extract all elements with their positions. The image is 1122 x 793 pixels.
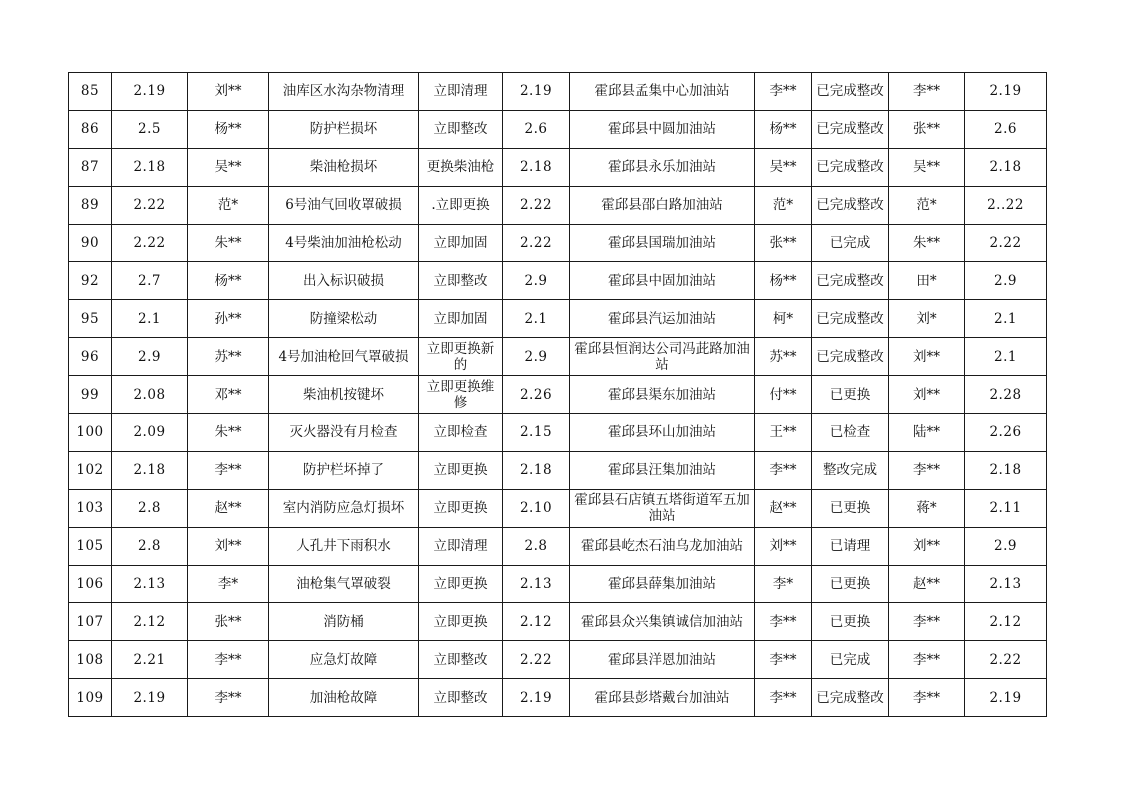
verifier-cell: 田* <box>889 262 965 300</box>
station-name-cell: 霍邱县汽运加油站 <box>570 300 755 338</box>
table-row <box>69 73 1047 111</box>
station-name-cell: 霍邱县永乐加油站 <box>570 148 755 186</box>
serial-number-cell: 95 <box>69 300 112 338</box>
verify-date-cell: 2.22 <box>965 641 1047 679</box>
responsible-person-cell: 张** <box>755 224 812 262</box>
inspector-cell: 朱** <box>188 224 269 262</box>
responsible-person-cell: 李** <box>755 679 812 717</box>
serial-number-cell: 105 <box>69 527 112 565</box>
verify-date-cell: 2.19 <box>965 679 1047 717</box>
found-date-cell: 2.1 <box>112 300 188 338</box>
hazard-description-cell: 4号加油枪回气罩破损 <box>269 338 419 376</box>
responsible-person-cell: 杨** <box>755 110 812 148</box>
status-cell: 已完成 <box>812 224 889 262</box>
measure-cell: 立即整改 <box>419 110 503 148</box>
rectify-date-cell: 2.10 <box>503 489 570 527</box>
found-date-cell: 2.19 <box>112 679 188 717</box>
station-name-cell: 霍邱县中固加油站 <box>570 262 755 300</box>
verify-date-cell: 2.13 <box>965 565 1047 603</box>
inspector-cell: 范* <box>188 186 269 224</box>
inspector-cell: 杨** <box>188 262 269 300</box>
table-row <box>69 300 1047 338</box>
table-row <box>69 641 1047 679</box>
station-name-cell: 霍邱县孟集中心加油站 <box>570 73 755 111</box>
responsible-person-cell: 范* <box>755 186 812 224</box>
measure-cell: 立即清理 <box>419 527 503 565</box>
rectify-date-cell: 2.9 <box>503 262 570 300</box>
verifier-cell: 蒋* <box>889 489 965 527</box>
hazard-description-cell: 应急灯故障 <box>269 641 419 679</box>
found-date-cell: 2.8 <box>112 489 188 527</box>
hazard-description-cell: 防撞梁松动 <box>269 300 419 338</box>
verifier-cell: 吴** <box>889 148 965 186</box>
serial-number-cell: 107 <box>69 603 112 641</box>
station-name-cell: 霍邱县汪集加油站 <box>570 451 755 489</box>
hazard-description-cell: 出入标识破损 <box>269 262 419 300</box>
serial-number-cell: 99 <box>69 376 112 414</box>
verify-date-cell: 2.22 <box>965 224 1047 262</box>
status-cell: 已更换 <box>812 376 889 414</box>
rectify-date-cell: 2.1 <box>503 300 570 338</box>
measure-cell: 立即更换 <box>419 565 503 603</box>
responsible-person-cell: 苏** <box>755 338 812 376</box>
inspector-cell: 邓** <box>188 376 269 414</box>
verifier-cell: 刘* <box>889 300 965 338</box>
found-date-cell: 2.18 <box>112 148 188 186</box>
measure-cell: 立即整改 <box>419 262 503 300</box>
responsible-person-cell: 柯* <box>755 300 812 338</box>
serial-number-cell: 87 <box>69 148 112 186</box>
found-date-cell: 2.19 <box>112 73 188 111</box>
serial-number-cell: 85 <box>69 73 112 111</box>
serial-number-cell: 103 <box>69 489 112 527</box>
found-date-cell: 2.09 <box>112 414 188 452</box>
table-row <box>69 489 1047 527</box>
rectify-date-cell: 2.15 <box>503 414 570 452</box>
responsible-person-cell: 王** <box>755 414 812 452</box>
status-cell: 已完成整改 <box>812 338 889 376</box>
status-cell: 已更换 <box>812 603 889 641</box>
station-name-cell: 霍邱县石店镇五塔街道军五加油站 <box>570 489 755 527</box>
status-cell: 已完成整改 <box>812 300 889 338</box>
verifier-cell: 李** <box>889 603 965 641</box>
verifier-cell: 李** <box>889 451 965 489</box>
measure-cell: 立即加固 <box>419 224 503 262</box>
measure-cell: 立即检查 <box>419 414 503 452</box>
found-date-cell: 2.9 <box>112 338 188 376</box>
measure-cell: 立即更换新的 <box>419 338 503 376</box>
inspector-cell: 孙** <box>188 300 269 338</box>
serial-number-cell: 109 <box>69 679 112 717</box>
table-row <box>69 565 1047 603</box>
station-name-cell: 霍邱县屹杰石油乌龙加油站 <box>570 527 755 565</box>
verify-date-cell: 2.9 <box>965 262 1047 300</box>
responsible-person-cell: 李** <box>755 641 812 679</box>
station-name-cell: 霍邱县彭塔戴台加油站 <box>570 679 755 717</box>
verify-date-cell: 2.6 <box>965 110 1047 148</box>
measure-cell: .立即更换 <box>419 186 503 224</box>
hazard-description-cell: 6号油气回收罩破损 <box>269 186 419 224</box>
responsible-person-cell: 李** <box>755 451 812 489</box>
serial-number-cell: 100 <box>69 414 112 452</box>
table-row <box>69 186 1047 224</box>
table-row <box>69 224 1047 262</box>
station-name-cell: 霍邱县洋恩加油站 <box>570 641 755 679</box>
verify-date-cell: 2.26 <box>965 414 1047 452</box>
station-name-cell: 霍邱县中圆加油站 <box>570 110 755 148</box>
verifier-cell: 朱** <box>889 224 965 262</box>
found-date-cell: 2.21 <box>112 641 188 679</box>
station-name-cell: 霍邱县薛集加油站 <box>570 565 755 603</box>
verify-date-cell: 2..22 <box>965 186 1047 224</box>
table-body <box>69 73 1047 717</box>
inspector-cell: 苏** <box>188 338 269 376</box>
verify-date-cell: 2.18 <box>965 148 1047 186</box>
verifier-cell: 陆** <box>889 414 965 452</box>
verifier-cell: 李** <box>889 679 965 717</box>
measure-cell: 立即整改 <box>419 641 503 679</box>
station-name-cell: 霍邱县渠东加油站 <box>570 376 755 414</box>
verifier-cell: 刘** <box>889 338 965 376</box>
rectify-date-cell: 2.8 <box>503 527 570 565</box>
inspector-cell: 张** <box>188 603 269 641</box>
inspector-cell: 吴** <box>188 148 269 186</box>
hazard-description-cell: 加油枪故障 <box>269 679 419 717</box>
station-name-cell: 霍邱县恒润达公司冯茈路加油站 <box>570 338 755 376</box>
verifier-cell: 刘** <box>889 376 965 414</box>
found-date-cell: 2.22 <box>112 186 188 224</box>
verify-date-cell: 2.1 <box>965 338 1047 376</box>
serial-number-cell: 106 <box>69 565 112 603</box>
rectify-date-cell: 2.22 <box>503 186 570 224</box>
hazard-description-cell: 4号柴油加油枪松动 <box>269 224 419 262</box>
hazard-description-cell: 人孔井下雨积水 <box>269 527 419 565</box>
serial-number-cell: 96 <box>69 338 112 376</box>
station-name-cell: 霍邱县邵白路加油站 <box>570 186 755 224</box>
rectify-date-cell: 2.18 <box>503 451 570 489</box>
rectify-date-cell: 2.13 <box>503 565 570 603</box>
serial-number-cell: 102 <box>69 451 112 489</box>
measure-cell: 立即清理 <box>419 73 503 111</box>
rectify-date-cell: 2.18 <box>503 148 570 186</box>
hazard-description-cell: 灭火器没有月检查 <box>269 414 419 452</box>
status-cell: 已请理 <box>812 527 889 565</box>
rectify-date-cell: 2.19 <box>503 73 570 111</box>
serial-number-cell: 108 <box>69 641 112 679</box>
hazard-description-cell: 油库区水沟杂物清理 <box>269 73 419 111</box>
hazard-description-cell: 油枪集气罩破裂 <box>269 565 419 603</box>
table-row <box>69 527 1047 565</box>
rectify-date-cell: 2.22 <box>503 641 570 679</box>
found-date-cell: 2.5 <box>112 110 188 148</box>
rectify-date-cell: 2.19 <box>503 679 570 717</box>
table-row <box>69 110 1047 148</box>
hazard-rectification-table <box>68 72 1047 717</box>
rectify-date-cell: 2.26 <box>503 376 570 414</box>
inspector-cell: 李** <box>188 679 269 717</box>
verifier-cell: 张** <box>889 110 965 148</box>
inspector-cell: 赵** <box>188 489 269 527</box>
found-date-cell: 2.08 <box>112 376 188 414</box>
measure-cell: 立即更换维修 <box>419 376 503 414</box>
verify-date-cell: 2.9 <box>965 527 1047 565</box>
verify-date-cell: 2.1 <box>965 300 1047 338</box>
found-date-cell: 2.8 <box>112 527 188 565</box>
station-name-cell: 霍邱县环山加油站 <box>570 414 755 452</box>
found-date-cell: 2.13 <box>112 565 188 603</box>
table-row <box>69 262 1047 300</box>
inspector-cell: 李** <box>188 641 269 679</box>
hazard-description-cell: 防护栏损坏 <box>269 110 419 148</box>
station-name-cell: 霍邱县国瑞加油站 <box>570 224 755 262</box>
inspector-cell: 朱** <box>188 414 269 452</box>
responsible-person-cell: 刘** <box>755 527 812 565</box>
serial-number-cell: 90 <box>69 224 112 262</box>
responsible-person-cell: 李* <box>755 565 812 603</box>
serial-number-cell: 92 <box>69 262 112 300</box>
measure-cell: 立即更换 <box>419 489 503 527</box>
inspector-cell: 刘** <box>188 527 269 565</box>
rectify-date-cell: 2.9 <box>503 338 570 376</box>
verify-date-cell: 2.11 <box>965 489 1047 527</box>
table-row <box>69 414 1047 452</box>
measure-cell: 立即更换 <box>419 603 503 641</box>
measure-cell: 立即更换 <box>419 451 503 489</box>
responsible-person-cell: 吴** <box>755 148 812 186</box>
status-cell: 已完成整改 <box>812 148 889 186</box>
verifier-cell: 李** <box>889 73 965 111</box>
status-cell: 整改完成 <box>812 451 889 489</box>
verify-date-cell: 2.12 <box>965 603 1047 641</box>
status-cell: 已完成整改 <box>812 186 889 224</box>
inspector-cell: 刘** <box>188 73 269 111</box>
inspector-cell: 李** <box>188 451 269 489</box>
found-date-cell: 2.22 <box>112 224 188 262</box>
verify-date-cell: 2.18 <box>965 451 1047 489</box>
hazard-description-cell: 室内消防应急灯损坏 <box>269 489 419 527</box>
rectify-date-cell: 2.22 <box>503 224 570 262</box>
inspector-cell: 杨** <box>188 110 269 148</box>
table-row <box>69 679 1047 717</box>
responsible-person-cell: 李** <box>755 603 812 641</box>
verifier-cell: 李** <box>889 641 965 679</box>
verifier-cell: 范* <box>889 186 965 224</box>
status-cell: 已更换 <box>812 565 889 603</box>
hazard-description-cell: 消防桶 <box>269 603 419 641</box>
responsible-person-cell: 赵** <box>755 489 812 527</box>
hazard-description-cell: 防护栏坏掉了 <box>269 451 419 489</box>
rectify-date-cell: 2.6 <box>503 110 570 148</box>
table-row <box>69 603 1047 641</box>
found-date-cell: 2.18 <box>112 451 188 489</box>
hazard-description-cell: 柴油枪损坏 <box>269 148 419 186</box>
found-date-cell: 2.7 <box>112 262 188 300</box>
verifier-cell: 刘** <box>889 527 965 565</box>
serial-number-cell: 89 <box>69 186 112 224</box>
status-cell: 已完成整改 <box>812 679 889 717</box>
status-cell: 已完成 <box>812 641 889 679</box>
verifier-cell: 赵** <box>889 565 965 603</box>
status-cell: 已完成整改 <box>812 110 889 148</box>
serial-number-cell: 86 <box>69 110 112 148</box>
responsible-person-cell: 付** <box>755 376 812 414</box>
table-row <box>69 148 1047 186</box>
table-row <box>69 451 1047 489</box>
found-date-cell: 2.12 <box>112 603 188 641</box>
rectify-date-cell: 2.12 <box>503 603 570 641</box>
hazard-description-cell: 柴油机按键坏 <box>269 376 419 414</box>
inspection-record-sheet <box>68 72 1046 717</box>
responsible-person-cell: 李** <box>755 73 812 111</box>
measure-cell: 立即整改 <box>419 679 503 717</box>
verify-date-cell: 2.28 <box>965 376 1047 414</box>
status-cell: 已完成整改 <box>812 73 889 111</box>
measure-cell: 更换柴油枪 <box>419 148 503 186</box>
table-row <box>69 376 1047 414</box>
measure-cell: 立即加固 <box>419 300 503 338</box>
status-cell: 已检查 <box>812 414 889 452</box>
status-cell: 已更换 <box>812 489 889 527</box>
inspector-cell: 李* <box>188 565 269 603</box>
table-row <box>69 338 1047 376</box>
status-cell: 已完成整改 <box>812 262 889 300</box>
responsible-person-cell: 杨** <box>755 262 812 300</box>
station-name-cell: 霍邱县众兴集镇诚信加油站 <box>570 603 755 641</box>
verify-date-cell: 2.19 <box>965 73 1047 111</box>
